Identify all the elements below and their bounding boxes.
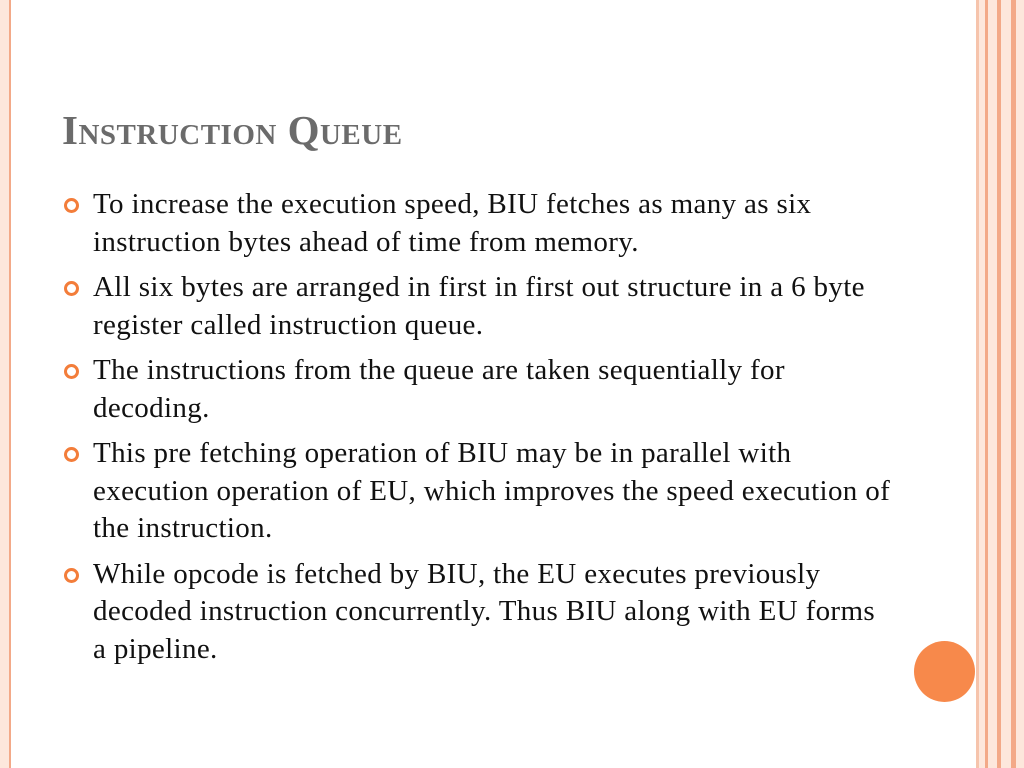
stripe — [1001, 0, 1011, 768]
bullet-text: This pre fetching operation of BIU may be in parallel with execution operation of EU, which improves the speed execution of the instruction. — [93, 437, 891, 544]
slide-title: Instruction Queue — [62, 107, 403, 153]
list-item — [62, 556, 892, 669]
stripe — [988, 0, 997, 768]
ring-bullet-icon — [64, 364, 79, 379]
bullet-text: The instructions from the queue are taken sequentially for decoding. — [93, 354, 785, 424]
decorative-orange-circle — [914, 641, 975, 702]
ring-bullet-icon — [64, 568, 79, 583]
list-item — [62, 186, 892, 261]
list-item — [62, 352, 892, 427]
bullet-list — [62, 186, 892, 676]
left-decorative-border — [0, 0, 11, 768]
ring-bullet-icon — [64, 281, 79, 296]
list-item — [62, 435, 892, 548]
bullet-text: All six bytes are arranged in first in first out structure in a 6 byte register called instruction queue. — [93, 271, 865, 341]
stripe — [1016, 0, 1024, 768]
bullet-text: To increase the execution speed, BIU fetches as many as six instruction bytes ahead of time from memory. — [93, 188, 812, 258]
right-decorative-stripes — [976, 0, 1024, 768]
list-item — [62, 269, 892, 344]
ring-bullet-icon — [64, 198, 79, 213]
ring-bullet-icon — [64, 447, 79, 462]
bullet-text: While opcode is fetched by BIU, the EU executes previously decoded instruction concurrently. Thus BIU along with EU forms a pipeline. — [93, 557, 875, 665]
